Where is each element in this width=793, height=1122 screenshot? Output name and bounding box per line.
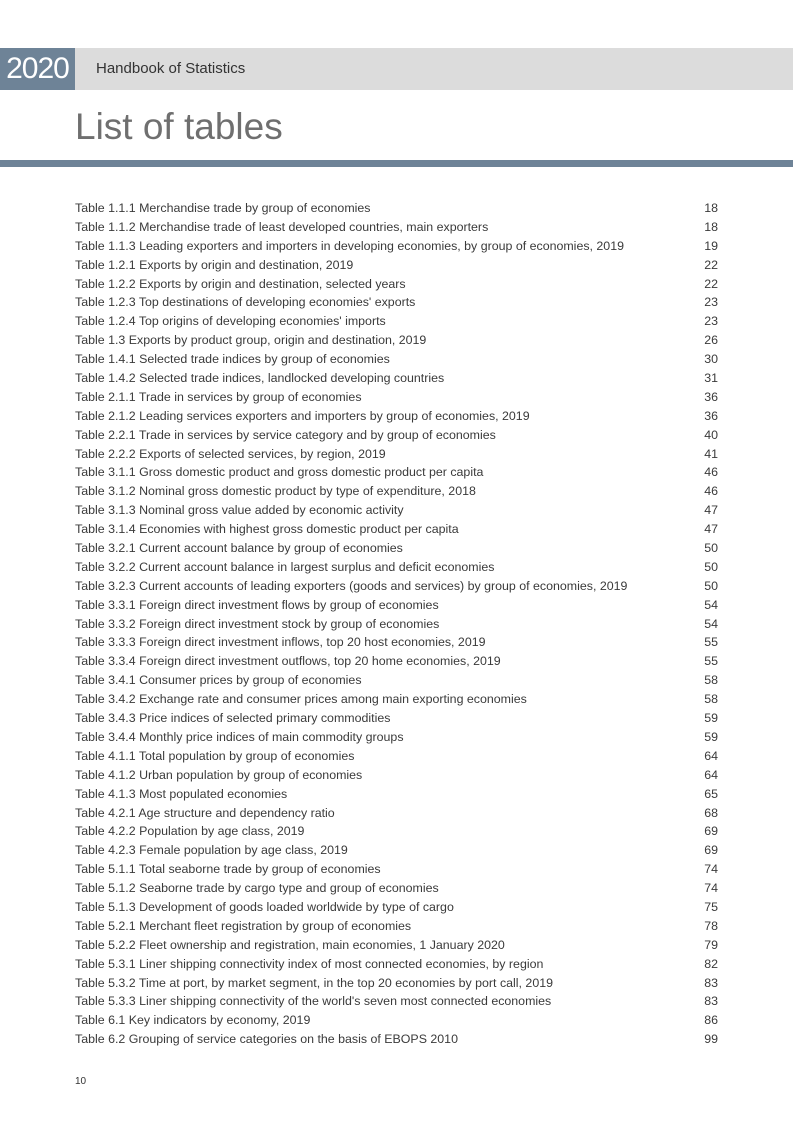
table-entry-title: Table 3.3.4 Foreign direct investment outflows, top 20 home economies, 2019 xyxy=(75,654,501,669)
table-list-item[interactable] xyxy=(75,690,718,709)
table-entry-page: 19 xyxy=(704,238,718,253)
table-entry-page: 78 xyxy=(704,918,718,933)
table-list-item[interactable] xyxy=(75,218,718,237)
table-list-item[interactable] xyxy=(75,709,718,728)
table-entry-title: Table 2.1.1 Trade in services by group of economies xyxy=(75,389,362,404)
table-entry-title: Table 3.4.4 Monthly price indices of main commodity groups xyxy=(75,729,404,744)
table-entry-page: 54 xyxy=(704,616,718,631)
table-entry-page: 47 xyxy=(704,522,718,537)
table-entry-page: 26 xyxy=(704,333,718,348)
table-list-item[interactable] xyxy=(75,917,718,936)
table-entry-page: 64 xyxy=(704,767,718,782)
table-entry-page: 65 xyxy=(704,786,718,801)
table-entry-title: Table 3.1.2 Nominal gross domestic product by type of expenditure, 2018 xyxy=(75,484,476,499)
table-list-item[interactable] xyxy=(75,822,718,841)
table-entry-page: 50 xyxy=(704,541,718,556)
table-entry-title: Table 4.1.1 Total population by group of economies xyxy=(75,748,355,763)
table-list-item[interactable] xyxy=(75,633,718,652)
table-entry-title: Table 1.2.3 Top destinations of developing economies' exports xyxy=(75,295,416,310)
table-entry-title: Table 3.4.2 Exchange rate and consumer prices among main exporting economies xyxy=(75,692,527,707)
table-list-item[interactable] xyxy=(75,728,718,747)
table-entry-page: 59 xyxy=(704,711,718,726)
table-entry-title: Table 5.3.1 Liner shipping connectivity index of most connected economies, by region xyxy=(75,956,544,971)
table-entry-page: 58 xyxy=(704,673,718,688)
table-list-item[interactable] xyxy=(75,955,718,974)
table-list-item[interactable] xyxy=(75,558,718,577)
table-entry-page: 83 xyxy=(704,975,718,990)
table-entry-title: Table 1.2.4 Top origins of developing economies' imports xyxy=(75,314,386,329)
table-list-item[interactable] xyxy=(75,766,718,785)
table-entry-title: Table 5.1.2 Seaborne trade by cargo type and group of economies xyxy=(75,881,439,896)
table-entry-title: Table 4.2.1 Age structure and dependency ratio xyxy=(75,805,335,820)
table-list-item[interactable] xyxy=(75,804,718,823)
table-list-item[interactable] xyxy=(75,482,718,501)
table-entry-title: Table 3.3.1 Foreign direct investment flows by group of economies xyxy=(75,597,439,612)
table-entry-title: Table 4.1.2 Urban population by group of economies xyxy=(75,767,363,782)
table-entry-page: 82 xyxy=(704,956,718,971)
table-entry-title: Table 3.2.2 Current account balance in largest surplus and deficit economies xyxy=(75,559,495,574)
year-badge: 2020 xyxy=(0,48,75,90)
table-entry-page: 74 xyxy=(704,881,718,896)
table-entry-title: Table 5.1.3 Development of goods loaded worldwide by type of cargo xyxy=(75,899,454,914)
table-entry-page: 75 xyxy=(704,899,718,914)
table-list-item[interactable] xyxy=(75,992,718,1011)
table-list-item[interactable] xyxy=(75,936,718,955)
table-entry-page: 46 xyxy=(704,484,718,499)
table-entry-page: 23 xyxy=(704,314,718,329)
table-list-item[interactable] xyxy=(75,747,718,766)
table-list-item[interactable] xyxy=(75,652,718,671)
table-entry-title: Table 5.3.2 Time at port, by market segment, in the top 20 economies by port call, 2019 xyxy=(75,975,553,990)
page-number: 10 xyxy=(75,1076,87,1087)
table-entry-title: Table 3.1.1 Gross domestic product and gross domestic product per capita xyxy=(75,465,484,480)
table-entry-title: Table 5.1.1 Total seaborne trade by group of economies xyxy=(75,862,381,877)
table-entry-title: Table 1.1.2 Merchandise trade of least developed countries, main exporters xyxy=(75,219,489,234)
handbook-title: Handbook of Statistics xyxy=(96,60,246,77)
table-list-item[interactable] xyxy=(75,841,718,860)
table-entry-page: 36 xyxy=(704,408,718,423)
table-entry-title: Table 1.4.2 Selected trade indices, landlocked developing countries xyxy=(75,371,445,386)
table-list-item[interactable] xyxy=(75,860,718,879)
table-entry-page: 99 xyxy=(704,1032,718,1047)
table-list-item[interactable] xyxy=(75,199,718,218)
table-list xyxy=(75,199,718,1049)
table-list-item[interactable] xyxy=(75,501,718,520)
table-entry-page: 54 xyxy=(704,597,718,612)
table-entry-title: Table 5.2.2 Fleet ownership and registration, main economies, 1 January 2020 xyxy=(75,937,505,952)
table-list-item[interactable] xyxy=(75,463,718,482)
table-list-item[interactable] xyxy=(75,275,718,294)
table-list-item[interactable] xyxy=(75,879,718,898)
table-entry-title: Table 4.2.2 Population by age class, 2019 xyxy=(75,824,305,839)
table-entry-title: Table 3.1.3 Nominal gross value added by economic activity xyxy=(75,503,404,518)
table-entry-title: Table 3.4.1 Consumer prices by group of economies xyxy=(75,673,362,688)
table-entry-title: Table 1.1.3 Leading exporters and importers in developing economies, by group of economies, 2019 xyxy=(75,238,624,253)
table-list-item[interactable] xyxy=(75,407,718,426)
table-entry-page: 18 xyxy=(704,219,718,234)
table-entry-page: 22 xyxy=(704,276,718,291)
table-list-item[interactable] xyxy=(75,577,718,596)
table-list-item[interactable] xyxy=(75,293,718,312)
table-entry-title: Table 2.2.1 Trade in services by service category and by group of economies xyxy=(75,427,496,442)
table-entry-title: Table 2.2.2 Exports of selected services, by region, 2019 xyxy=(75,446,386,461)
table-entry-page: 58 xyxy=(704,692,718,707)
table-entry-page: 68 xyxy=(704,805,718,820)
table-entry-page: 46 xyxy=(704,465,718,480)
table-entry-page: 69 xyxy=(704,843,718,858)
table-list-item[interactable] xyxy=(75,520,718,539)
page-title: List of tables xyxy=(75,106,283,147)
table-list-item[interactable] xyxy=(75,974,718,993)
table-entry-title: Table 2.1.2 Leading services exporters and importers by group of economies, 2019 xyxy=(75,408,530,423)
table-entry-title: Table 3.2.1 Current account balance by group of economies xyxy=(75,541,403,556)
table-list-item[interactable] xyxy=(75,1030,718,1049)
table-entry-title: Table 1.4.1 Selected trade indices by group of economies xyxy=(75,352,390,367)
table-list-item[interactable] xyxy=(75,898,718,917)
table-entry-page: 40 xyxy=(704,427,718,442)
table-entry-page: 30 xyxy=(704,352,718,367)
table-entry-page: 69 xyxy=(704,824,718,839)
table-entry-page: 79 xyxy=(704,937,718,952)
table-entry-page: 18 xyxy=(704,201,718,215)
table-list-item[interactable] xyxy=(75,785,718,804)
table-entry-page: 36 xyxy=(704,389,718,404)
table-entry-page: 59 xyxy=(704,729,718,744)
table-entry-page: 86 xyxy=(704,1013,718,1028)
table-list-item[interactable] xyxy=(75,350,718,369)
table-entry-title: Table 1.2.1 Exports by origin and destination, 2019 xyxy=(75,257,354,272)
table-entry-page: 50 xyxy=(704,559,718,574)
table-entry-page: 22 xyxy=(704,257,718,272)
table-entry-page: 74 xyxy=(704,862,718,877)
table-list-item[interactable] xyxy=(75,426,718,445)
table-entry-title: Table 1.1.1 Merchandise trade by group of economies xyxy=(75,201,371,215)
table-entry-title: Table 6.2 Grouping of service categories on the basis of EBOPS 2010 xyxy=(75,1032,458,1047)
title-divider xyxy=(0,160,793,167)
table-entry-page: 41 xyxy=(704,446,718,461)
table-entry-page: 23 xyxy=(704,295,718,310)
table-entry-title: Table 1.3 Exports by product group, origin and destination, 2019 xyxy=(75,333,427,348)
table-entry-title: Table 3.3.2 Foreign direct investment stock by group of economies xyxy=(75,616,440,631)
table-entry-title: Table 5.2.1 Merchant fleet registration by group of economies xyxy=(75,918,412,933)
table-entry-page: 47 xyxy=(704,503,718,518)
table-list-item[interactable] xyxy=(75,388,718,407)
table-entry-title: Table 4.1.3 Most populated economies xyxy=(75,786,288,801)
table-entry-title: Table 4.2.3 Female population by age class, 2019 xyxy=(75,843,348,858)
table-entry-title: Table 3.1.4 Economies with highest gross domestic product per capita xyxy=(75,522,459,537)
table-entry-page: 64 xyxy=(704,748,718,763)
table-entry-page: 83 xyxy=(704,994,718,1009)
table-list-item[interactable] xyxy=(75,1011,718,1030)
table-entry-title: Table 3.2.3 Current accounts of leading exporters (goods and services) by group of economies, 2019 xyxy=(75,578,628,593)
table-list-item[interactable] xyxy=(75,331,718,350)
table-entry-page: 31 xyxy=(704,371,718,386)
table-list-item[interactable] xyxy=(75,369,718,388)
table-entry-page: 50 xyxy=(704,578,718,593)
table-list-item[interactable] xyxy=(75,671,718,690)
table-entry-page: 55 xyxy=(704,635,718,650)
table-list-item[interactable] xyxy=(75,445,718,464)
table-entry-title: Table 5.3.3 Liner shipping connectivity of the world's seven most connected economies xyxy=(75,994,552,1009)
table-list-item[interactable] xyxy=(75,539,718,558)
table-entry-title: Table 1.2.2 Exports by origin and destination, selected years xyxy=(75,276,406,291)
table-entry-title: Table 6.1 Key indicators by economy, 2019 xyxy=(75,1013,311,1028)
table-entry-title: Table 3.4.3 Price indices of selected primary commodities xyxy=(75,711,391,726)
table-list-item[interactable] xyxy=(75,615,718,634)
table-entry-title: Table 3.3.3 Foreign direct investment inflows, top 20 host economies, 2019 xyxy=(75,635,486,650)
table-list-item[interactable] xyxy=(75,596,718,615)
table-list-item[interactable] xyxy=(75,237,718,256)
table-entry-page: 55 xyxy=(704,654,718,669)
table-list-item[interactable] xyxy=(75,256,718,275)
table-list-item[interactable] xyxy=(75,312,718,331)
